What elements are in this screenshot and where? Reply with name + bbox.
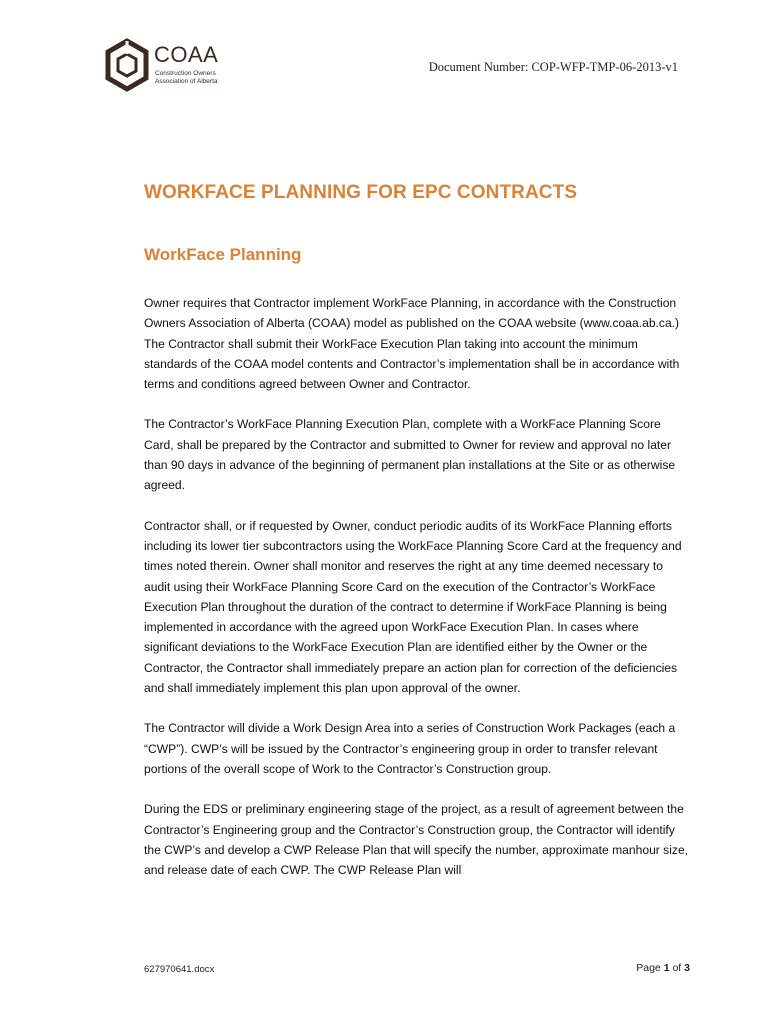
document-title: WORKFACE PLANNING FOR EPC CONTRACTS — [144, 182, 578, 203]
logo-subtitle-line-1: Construction Owners — [155, 70, 216, 77]
paragraph-3: Contractor shall, or if requested by Owner, conduct periodic audits of its WorkFace Planning efforts including its lower tier subcontractors using the WorkFace Planning Score Card at the frequency and times noted therein. Owner shall monitor and reserves the right at any time deemed necessary to audit using their WorkFace Planning Score Card on the execution of the Contractor’s WorkFace Execution Plan throughout the duration of the contract to determine if WorkFace Planning is being implemented in accordance with the agreed upon WorkFace Execution Plan. In cases where significant deviations to the WorkFace Execution Plan are identified either by the Owner or the Contractor, the Contractor shall immediately prepare an action plan for correction of the deficiencies and shall immediately implement this plan upon approval of the owner. — [144, 518, 682, 696]
logo-subtitle — [155, 70, 245, 86]
paragraph-1: Owner requires that Contractor implement WorkFace Planning, in accordance with the Construction Owners Association of Alberta (COAA) model as published on the COAA website (www.coaa.ab.ca.) The Contractor shall submit their WorkFace Execution Plan taking into account the minimum standards of the COAA model contents and Contractor’s implementation shall be in accordance with terms and conditions agreed between Owner and Contractor. — [144, 296, 680, 392]
document-number: Document Number: COP-WFP-TMP-06-2013-v1 — [428, 60, 678, 74]
page-indicator — [636, 962, 690, 974]
section-heading: WorkFace Planning — [144, 245, 302, 264]
footer-filename: 627970641.docx — [144, 964, 215, 975]
document-body — [144, 293, 689, 900]
paragraph-2: The Contractor’s WorkFace Planning Execution Plan, complete with a WorkFace Planning Score Card, shall be prepared by the Contractor and submitted to Owner for review and approval no later than 90 days in advance of the beginning of permanent plan installations at the Site or as otherwise agreed. — [144, 417, 676, 493]
paragraph-5: During the EDS or preliminary engineering stage of the project, as a result of agreement between the Contractor’s Engineering group and the Contractor’s Construction group, the Contractor will identify the CWP’s and develop a CWP Release Plan that will specify the number, approximate manhour size, and release date of each CWP. The CWP Release Plan will — [144, 802, 689, 878]
hexagon-logo-icon — [104, 38, 150, 94]
coaa-logo — [104, 38, 264, 94]
page-of: of — [672, 962, 682, 974]
paragraph-4: The Contractor will divide a Work Design Area into a series of Construction Work Packages (each a “CWP”). CWP’s will be issued by the Contractor’s engineering group in order to transfer relevant portions of the overall scope of Work to the Contractor’s Construction group. — [144, 721, 676, 776]
logo-wordmark: COAA — [154, 42, 219, 67]
page-label: Page — [636, 962, 661, 974]
page-current: 1 — [663, 962, 670, 974]
logo-subtitle-line-2: Association of Alberta — [155, 78, 218, 85]
page-total: 3 — [684, 962, 690, 974]
